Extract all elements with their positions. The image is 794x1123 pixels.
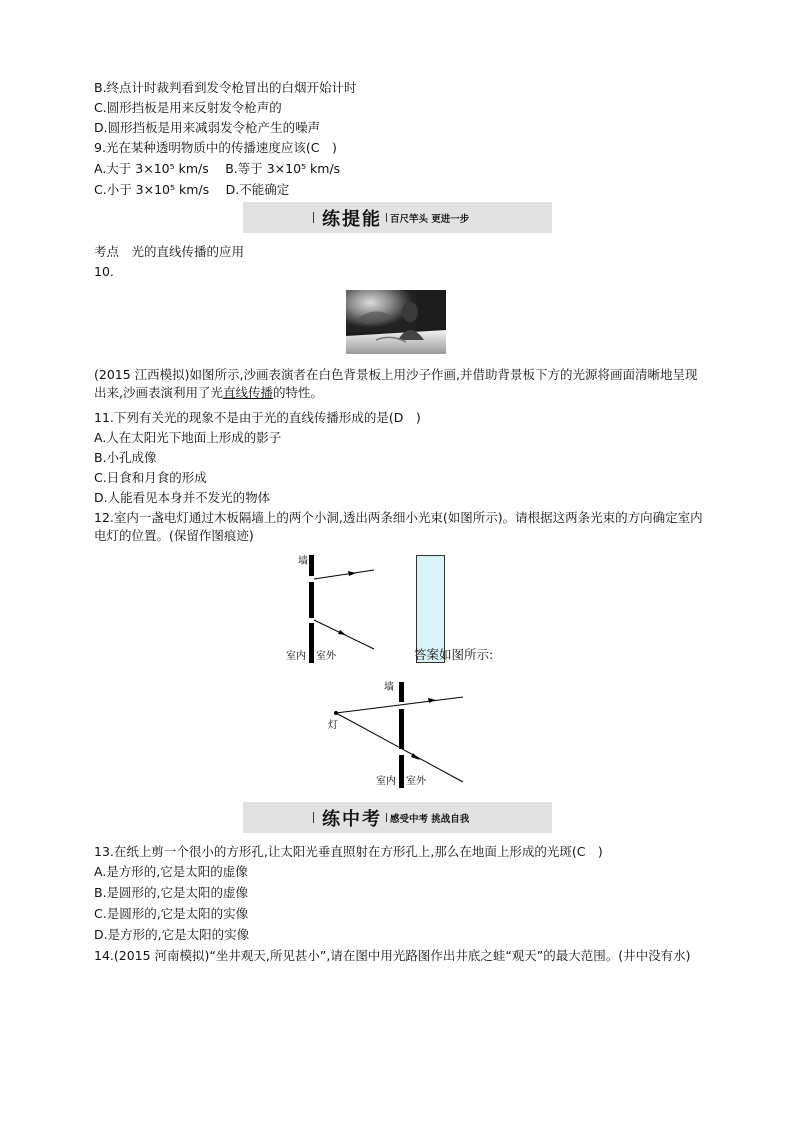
question-13-option-a: A.是方形的,它是太阳的虚像	[94, 864, 248, 879]
banner2-title: 练中考	[322, 808, 382, 830]
question-11-option-d: D.人能看见本身并不发光的物体	[94, 490, 271, 505]
lamp-label: 灯	[328, 720, 338, 731]
wall-segment-bottom	[309, 623, 314, 663]
answer-wall-label: 墙	[384, 682, 394, 693]
section-banner-exam	[243, 802, 552, 833]
beam-upper-arrow	[348, 571, 356, 576]
question-9-options-cd: C.小于 3×10⁵ km/s D.不能确定	[94, 182, 290, 197]
question-13-option-d: D.是方形的,它是太阳的实像	[94, 927, 250, 942]
wall-beam-figure	[270, 550, 390, 665]
question-10-answer: 直线传播	[222, 385, 273, 400]
beam-lower-arrow	[338, 630, 346, 635]
option-b-text: B.终点计时裁判看到发令枪冒出的白烟开始计时	[94, 80, 357, 95]
question-11-option-c: C.日食和月食的形成	[94, 470, 207, 485]
option-d-text: D.圆形挡板是用来减弱发令枪产生的噪声	[94, 120, 321, 135]
banner-subtitle: 百尺竿头 更进一步	[390, 213, 470, 225]
question-11-option-b: B.小孔成像	[94, 450, 157, 465]
question-10-text-before: (2015 江西模拟)如图所示,沙画表演者在白色背景板上用沙子作画,并借助背景板下方的光源将画面清晰地呈现出来,沙画表演利用了光	[94, 367, 698, 400]
answer-outdoor-label: 室外	[406, 776, 426, 787]
wall-segment-top	[309, 555, 314, 576]
option-c-text: C.圆形挡板是用来反射发令枪声的	[94, 100, 282, 115]
banner-divider-small	[386, 213, 387, 222]
banner-title: 练提能	[322, 208, 382, 230]
question-11-stem: 11.下列有关光的现象不是由于光的直线传播形成的是(D )	[94, 410, 421, 425]
question-13-option-b: B.是圆形的,它是太阳的虚像	[94, 885, 249, 900]
section-banner-practice	[243, 202, 552, 233]
question-12-stem: 12.室内一盏电灯通过木板隔墙上的两个小洞,透出两条细小光束(如图所示)。请根据这两条光束的方向确定室内电灯的位置。(保留作图痕迹)	[94, 510, 703, 543]
question-9-options-ab: A.大于 3×10⁵ km/s B.等于 3×10⁵ km/s	[94, 161, 341, 176]
topic-heading: 考点 光的直线传播的应用	[94, 244, 245, 259]
sand-painting-photo	[346, 290, 446, 354]
answer-wall-middle	[399, 709, 404, 749]
answer-indoor-label: 室内	[376, 776, 396, 787]
banner-divider	[313, 212, 314, 223]
beam-upper	[314, 570, 374, 579]
banner2-divider	[313, 812, 314, 823]
answer-wall-bottom	[399, 755, 404, 788]
wall-segment-middle	[309, 582, 314, 618]
question-13-option-c: C.是圆形的,它是太阳的实像	[94, 906, 249, 921]
wall-label: 墙	[298, 556, 308, 567]
outdoor-label: 室外	[316, 651, 336, 662]
question-12-answer-label: 答案如图所示:	[414, 647, 494, 662]
question-13-stem: 13.在纸上剪一个很小的方形孔,让太阳光垂直照射在方形孔上,那么在地面上形成的光斑(C )	[94, 844, 603, 859]
banner2-subtitle: 感受中考 挑战自我	[390, 813, 470, 825]
question-10-number: 10.	[94, 264, 114, 279]
answer-lamp-figure	[320, 678, 470, 790]
banner2-divider-small	[386, 813, 387, 822]
question-10-text-after: 的特性。	[273, 385, 324, 400]
question-9-stem: 9.光在某种透明物质中的传播速度应该(C )	[94, 140, 337, 155]
question-11-option-a: A.人在太阳光下地面上形成的影子	[94, 430, 282, 445]
indoor-label: 室内	[286, 651, 306, 662]
answer-beam-upper-arrow	[428, 698, 436, 703]
question-14-stem: 14.(2015 河南模拟)“坐井观天,所见甚小”,请在图中用光路图作出井底之蛙“观天”的最大范围。(井中没有水)	[94, 948, 691, 963]
question-10-text	[94, 366, 704, 402]
answer-wall-top	[399, 682, 404, 702]
